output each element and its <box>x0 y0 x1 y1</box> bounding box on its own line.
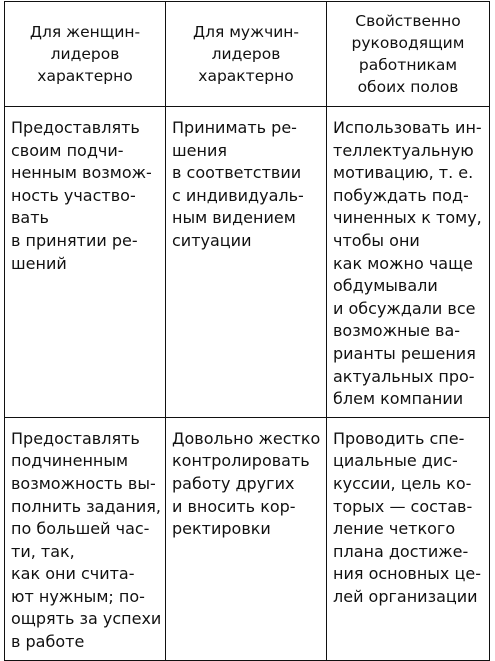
cell-text: Использовать ин- теллектуальную мотивацию, т. е. побуждать под- чиненных к тому, чтобы они как можно чаще обдумывали и обсуждали все возможные ва- рианты решения актуальных про- блем компании <box>333 118 482 409</box>
header-text: Для мужчин- лидеров характерно <box>192 23 300 85</box>
table-cell <box>327 417 490 660</box>
table-cell <box>166 107 327 418</box>
cell-text: Принимать ре- шения в соответствии с индивидуаль- ным видением ситуации <box>172 118 304 250</box>
header-text: Свойственно руководящим работникам обоих полов <box>351 12 465 96</box>
cell-text: Предоставлять подчиненным возможность вы- полнить задания, по большей час- ти, так, как они счита- ют нужным; по- ощрять за успехи в работе <box>11 428 162 652</box>
table-row <box>5 107 490 418</box>
table-cell <box>166 417 327 660</box>
table-header <box>5 2 490 107</box>
table-cell <box>327 107 490 418</box>
header-row <box>5 2 490 107</box>
header-cell-men-leaders <box>166 2 327 107</box>
cell-text: Предоставлять своим подчи- ненным возмож- ность участво- вать в принятии ре- шений <box>11 118 152 273</box>
table-cell <box>5 107 166 418</box>
table-body <box>5 107 490 661</box>
header-text: Для женщин- лидеров характерно <box>29 23 141 85</box>
header-cell-women-leaders <box>5 2 166 107</box>
table-row <box>5 417 490 660</box>
table-cell <box>5 417 166 660</box>
header-cell-both-genders <box>327 2 490 107</box>
cell-text: Довольно жестко контролировать работу других и вносить кор- ректировки <box>172 428 321 539</box>
leadership-comparison-table <box>4 1 490 661</box>
cell-text: Проводить спе- циальные дис- куссии, цель ко- торых — состав- ление четкого плана достиже- ния основных це- лей организации <box>333 428 481 606</box>
